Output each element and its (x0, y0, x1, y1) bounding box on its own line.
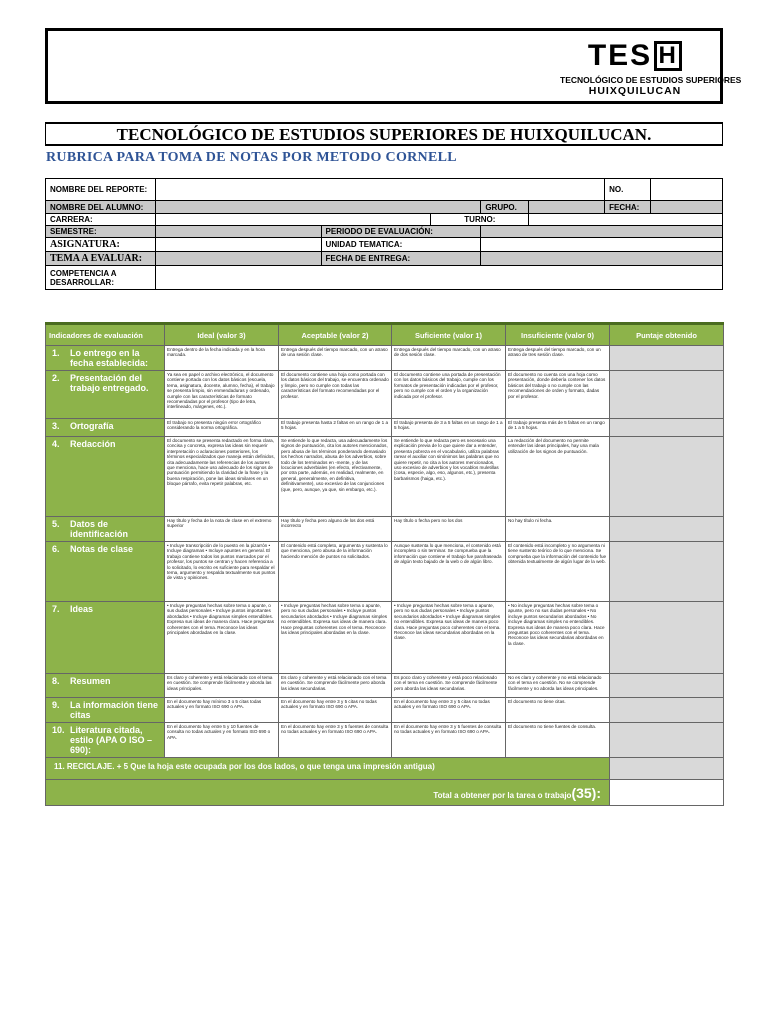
indicator-cell (46, 437, 165, 517)
criterion-cell (392, 419, 506, 437)
indicator-label: La información tiene citas (70, 700, 159, 720)
criterion-cell (506, 437, 610, 517)
criterion-text: En el documento hay entre 3 y 5 fuentes de consulta no todas actuales y en formato ISO 690 o APA. (281, 724, 389, 735)
criterion-text: El contenido está incompleto y no argumenta ni tiene sustento teórico de lo que menciona. Se comprueba que la información del contenido fue obtenida textualmente de algún lugar de la web. (508, 543, 607, 565)
field-competencia[interactable] (155, 266, 722, 290)
criterion-text: En el documento hay entre 3 y 5 citas no todas actuales y en formato ISO 690 o APA. (394, 699, 490, 710)
criterion-cell (392, 602, 506, 674)
logo-h-box: H (654, 41, 682, 71)
criterion-text: Ya sea en papel o archivo electrónico, el documento contiene portada con los datos básicos (escuela, tema, asignatura, docente, alumno, fecha), el trabajo se presenta limpio, sin enmendaduras y ordenado, cumple con las características de formato recomendadas por el profesor (tipo de letra, interlineado, márgenes, etc.). (167, 372, 275, 410)
info-table (45, 178, 723, 290)
label-fecha: FECHA: (605, 201, 651, 214)
field-turno[interactable] (529, 214, 723, 226)
indicator-number: 4. (52, 439, 60, 449)
criterion-cell (165, 602, 279, 674)
criterion-cell (506, 419, 610, 437)
criterion-cell (506, 674, 610, 698)
rubric-row (46, 517, 724, 542)
rubric-header-5: Puntaje obtenido (610, 324, 724, 346)
criterion-text: Aunque sustenta lo que menciona, el contenido está incompleto o sin terminar. Se comprueba que la información que contiene el trabajo fue parafraseada de algún texto bajado de la web o de algún libro. (394, 543, 502, 565)
criterion-cell (392, 723, 506, 758)
indicator-label: Notas de clase (70, 544, 134, 554)
rubric-header-4: Insuficiente (valor 0) (506, 324, 610, 346)
criterion-cell (506, 602, 610, 674)
total-score[interactable] (610, 780, 724, 806)
criterion-cell (506, 698, 610, 723)
field-entrega[interactable] (481, 252, 723, 266)
criterion-cell (279, 674, 392, 698)
criterion-text: Entrega dentro de la fecha indicada y en la hora marcada. (167, 347, 265, 358)
indicator-label: Ideas (70, 604, 94, 614)
total-value: (35): (571, 784, 601, 801)
rubric-header-0: Indicadores de evaluación (46, 324, 165, 346)
criterion-cell (279, 542, 392, 602)
criterion-text: Es claro y coherente y está relacionado con el tema en cuestión. Se comprende fácilmente y aborda las ideas principales. (167, 675, 273, 691)
indicator-label: Literatura citada, estilo (APA O ISO – 690): (70, 725, 153, 755)
indicator-number: 3. (52, 421, 60, 431)
label-periodo: PERIODO DE EVALUACIÓN: (321, 226, 481, 238)
indicator-cell (46, 371, 165, 419)
field-carrera[interactable] (155, 214, 430, 226)
criterion-cell (392, 346, 506, 371)
indicator-number: 7. (52, 604, 60, 614)
field-semestre[interactable] (155, 226, 321, 238)
field-unidad[interactable] (481, 238, 723, 252)
page-title: TECNOLÓGICO DE ESTUDIOS SUPERIORES DE HUIXQUILUCAN. (45, 122, 723, 146)
criterion-cell (506, 346, 610, 371)
label-reporte: NOMBRE DEL REPORTE: (46, 179, 156, 201)
score-cell[interactable] (610, 346, 724, 371)
field-reporte[interactable] (155, 179, 604, 201)
criterion-text: El documento se presenta redactado en forma clara, concisa y concreta, expresa las ideas sin requerir interpretación o aclaraciones posteriores, los términos especializados que maneja están definidos, cita adecuadamente las referencias de los autores que menciona, hace uso adecuado de los signos de puntuación permitiendo la claridad de la frase y la buena respiración, pone las ideas similares en un bloque párrafo, evita repetir palabras, etc. (167, 438, 275, 487)
criterion-cell (392, 698, 506, 723)
criterion-text: Se entiende lo que redacta, usa adecuadamente los signos de puntuación, cita los autores mencionados, pero abusa de los términos ponderando demasiado los hechos narrados, abusa de los adverbios, sobre todo de los terminados en -mente, y de las locuciones adverbiales (en efecto, efectivamente, por otra parte, además, en realidad, realmente, en general, generalmente, en definitiva, definitivamente), uso excesivo de las conjunciones (que, pero, aunque, ya que, sin embargo, etc.). (281, 438, 388, 492)
criterion-cell (165, 517, 279, 542)
criterion-text: En el documento hay entre 3 y 5 citas no todas actuales y en formato ISO 690 o APA. (281, 699, 377, 710)
criterion-cell (506, 371, 610, 419)
score-cell[interactable] (610, 517, 724, 542)
indicator-cell (46, 602, 165, 674)
indicator-cell (46, 419, 165, 437)
reciclaje-score[interactable] (610, 758, 724, 780)
rubric-row (46, 674, 724, 698)
indicator-cell (46, 723, 165, 758)
criterion-text: El trabajo no presenta ningún error ortográfico considerando la norma ortográfica. (167, 420, 261, 431)
criterion-text: • No incluye preguntas hechas sobre tema o apunte, pero no sus dudas personales • No incluye puntos secundarios abordados • No incluye diagramas simples no entendibles. Expresa sus ideas de manera poco clara. Hace preguntas poco coherentes con el tema. Reconoce las ideas secundarias abordadas en la clase. (508, 603, 605, 646)
criterion-text: En el documento hay entre 3 y 5 fuentes de consulta no todas actuales y en formato ISO 690 o APA. (394, 724, 502, 735)
indicator-number: 10. (52, 725, 65, 735)
criterion-text: El documento contiene una portada de presentación con los datos básicos del trabajo, cumple con los formatos de presentación indicadas por el profesor, pero no cumple con el orden y la organización indicada por el profesor. (394, 372, 501, 399)
criterion-cell (279, 346, 392, 371)
rubric-row (46, 698, 724, 723)
indicator-label: Redacción (70, 439, 116, 449)
score-cell[interactable] (610, 674, 724, 698)
indicator-number: 1. (52, 348, 60, 358)
criterion-text: Hay título y fecha pero alguno de los dos está incorrecto (281, 518, 375, 529)
rubric-table (45, 322, 724, 806)
indicator-label: Lo entrego en la fecha establecida: (70, 348, 149, 368)
criterion-text: No hay título ni fecha. (508, 518, 553, 523)
reciclaje-row: 11. RECICLAJE. + 5 Que la hoja este ocupada por los dos lados, o que tenga una impresión antigua) (46, 758, 610, 780)
total-label: Total a obtener por la tarea o trabajo (433, 790, 572, 800)
criterion-cell (279, 723, 392, 758)
indicator-number: 8. (52, 676, 60, 686)
label-no: NO. (605, 179, 651, 201)
page-subtitle: RUBRICA PARA TOMA DE NOTAS POR METODO CORNELL (46, 150, 457, 165)
indicator-label: Ortografía (70, 421, 114, 431)
indicator-label: Presentación del trabajo entregado. (70, 373, 149, 393)
criterion-cell (392, 371, 506, 419)
indicator-cell (46, 542, 165, 602)
criterion-cell (279, 517, 392, 542)
criterion-text: El documento no tiene fuentes de consulta. (508, 724, 597, 729)
criterion-text: Se entiende lo que redacta pero es necesario una explicación previa de lo que quiere dar a entender, presenta pobreza en el vocabulario, utiliza palabras rarear el auxiliar con sinónimos las palabras que no quiere repetir, no cita a los autores mencionados, uso excesivo de adverbios y los vocablos muletillas (cosa, especie, algo, eso, algunos, etc.), presenta barbarismos (haiga, etc.). (394, 438, 499, 481)
criterion-cell (279, 602, 392, 674)
score-cell[interactable] (610, 542, 724, 602)
criterion-cell (165, 698, 279, 723)
criterion-cell (165, 371, 279, 419)
field-asignatura[interactable] (155, 238, 321, 252)
label-entrega: FECHA DE ENTREGA: (321, 252, 481, 266)
rubric-row (46, 723, 724, 758)
indicator-number: 9. (52, 700, 60, 710)
field-periodo[interactable] (481, 226, 723, 238)
label-carrera: CARRERA: (46, 214, 156, 226)
rubric-row (46, 437, 724, 517)
field-fecha[interactable] (651, 201, 723, 214)
criterion-text: El documento contiene una hoja como portada con los datos básicos del trabajo, se encuentra ordenado y limpio, pero no cumple con todas las características del formato recomendadas por el profesor. (281, 372, 389, 399)
criterion-cell (392, 437, 506, 517)
logo-line2: HUIXQUILUCAN (588, 85, 682, 97)
criterion-text: El trabajo presenta hasta 2 faltas en un rango de 1 a 5 hojas. (281, 420, 389, 431)
criterion-text: Hay título y fecha de la nota de clase en el extremo superior (167, 518, 272, 529)
criterion-text: No es claro y coherente y no está relacionado con el tema en cuestión. No se comprende fácilmente y no aborda las ideas principales. (508, 675, 602, 691)
score-cell[interactable] (610, 419, 724, 437)
criterion-cell (165, 419, 279, 437)
score-cell[interactable] (610, 723, 724, 758)
criterion-text: El trabajo presenta más de 5 faltas en un rango de 1 a 5 hojas. (508, 420, 605, 431)
criterion-text: Es claro y coherente y está relacionado con el tema en cuestión. Se comprende fácilmente pero aborda las ideas secundarias. (281, 675, 387, 691)
criterion-text: Entrega después del tiempo marcado, con un atraso de una sesión clase. (281, 347, 388, 358)
indicator-label: Resumen (70, 676, 111, 686)
criterion-cell (506, 723, 610, 758)
criterion-cell (165, 437, 279, 517)
rubric-row (46, 371, 724, 419)
indicator-number: 2. (52, 373, 60, 383)
total-row (46, 780, 610, 806)
indicator-cell (46, 517, 165, 542)
logo-line1: TECNOLÓGICO DE ESTUDIOS SUPERIORES (560, 75, 742, 85)
score-cell[interactable] (610, 698, 724, 723)
criterion-cell (392, 542, 506, 602)
criterion-text: El contenido está completo, argumenta y sustenta lo que menciona, pero abusa de la información haciendo mención de puntos no solicitados. (281, 543, 388, 559)
tesh-logo (560, 39, 742, 101)
rubric-row (46, 419, 724, 437)
field-tema[interactable] (155, 252, 321, 266)
criterion-text: En el documento hay entre 5 y 10 fuentes de consulta no todas actuales y en formato ISO 690 o APA. (167, 724, 271, 740)
criterion-cell (392, 517, 506, 542)
criterion-text: Entrega después del tiempo marcado, con un atraso de tres sesión clase. (508, 347, 601, 358)
criterion-text: El trabajo presenta de 3 a 5 faltas en un rango de 1 a 5 hojas. (394, 420, 503, 431)
indicator-cell (46, 346, 165, 371)
rubric-row (46, 346, 724, 371)
indicator-cell (46, 674, 165, 698)
label-asignatura: ASIGNATURA: (46, 238, 156, 252)
rubric-header-2: Aceptable (valor 2) (279, 324, 392, 346)
label-competencia: COMPETENCIA A DESARROLLAR: (46, 266, 156, 290)
label-turno: TURNO: (431, 214, 529, 226)
criterion-text: Hay título o fecha pero no los dos (394, 518, 463, 523)
criterion-text: En el documento hay mínimo 3 o 5 citas todas actuales y en formato ISO 690 o APA. (167, 699, 262, 710)
criterion-text: El documento no cuenta con una hoja como presentación, donde debería contener los datos básicos del trabajo o no cumple con las recomendaciones de orden y formato, dadas por el profesor. (508, 372, 606, 399)
rubric-row (46, 602, 724, 674)
criterion-cell (279, 419, 392, 437)
indicator-label: Datos de identificación (70, 519, 129, 539)
logo-brand: TES (587, 39, 653, 72)
criterion-cell (506, 517, 610, 542)
label-grupo: GRUPO. (481, 201, 529, 214)
criterion-text: El documento no tiene citas. (508, 699, 566, 704)
field-grupo[interactable] (529, 201, 605, 214)
label-tema: TEMA A EVALUAR: (46, 252, 156, 266)
criterion-cell (165, 346, 279, 371)
criterion-text: Es poco claro y coherente y está poco relacionado con el tema en cuestión. Se comprende fácilmente pero aborda las ideas secundarias. (394, 675, 498, 691)
criterion-text: • Incluye preguntas hechas sobre tema o apunte, pero no sus dudas personales • Incluye puntos secundarios abordados • Incluye diagramas simples no entendibles. Expresa sus ideas de manera poco clara. Hace preguntas poco coherentes con el tema. Reconoce las ideas secundarias abordadas en la clase. (394, 603, 501, 641)
rubric-row (46, 542, 724, 602)
indicator-cell (46, 698, 165, 723)
criterion-cell (279, 437, 392, 517)
criterion-cell (392, 674, 506, 698)
criterion-cell (506, 542, 610, 602)
rubric-header-1: Ideal (valor 3) (165, 324, 279, 346)
score-cell[interactable] (610, 371, 724, 419)
rubric-header-3: Suficiente (valor 1) (392, 324, 506, 346)
criterion-cell (279, 371, 392, 419)
criterion-text: • Incluye preguntas hechas sobre tema o apunte, o sus dudas personales • Incluye puntos importantes abordados • Incluye diagramas simples entendibles. Expresa sus ideas de manera clara. Hace preguntas coherentes con el tema. Reconoce las ideas principales abordadas en la clase. (167, 603, 274, 636)
criterion-cell (165, 723, 279, 758)
criterion-cell (279, 698, 392, 723)
field-no[interactable] (651, 179, 723, 201)
criterion-cell (165, 542, 279, 602)
indicator-number: 6. (52, 544, 60, 554)
header-frame (45, 28, 742, 104)
criterion-text: Entrega después del tiempo marcado, con un atraso de dos sesión clase. (394, 347, 501, 358)
indicator-number: 5. (52, 519, 60, 529)
field-alumno[interactable] (155, 201, 480, 214)
criterion-text: La redacción del documento no permite entender las ideas principales, hay una mala utilización de los signos de puntuación. (508, 438, 599, 454)
criterion-cell (165, 674, 279, 698)
score-cell[interactable] (610, 602, 724, 674)
label-semestre: SEMESTRE: (46, 226, 156, 238)
criterion-text: • Incluye preguntas hechas sobre tema o apunte, pero no sus dudas personales • Incluye puntos secundarios abordados • Incluye diagramas simples no entendibles. Expresa sus ideas de manera clara. Hace preguntas coherentes con el tema. Reconoce las ideas principales abordadas en la clase. (281, 603, 388, 636)
criterion-text: • Incluye transcripción de lo puesto en la pizarrón • Incluye diagramas • Incluye apuntes en general. El trabajo contiene todos los puntos marcados por el profesor, los puntos se centran y hacen referencia a lo solicitado, lo escrito es suficiente para respaldar el tema, argumento y respalda textualmente sus puntos de vista y opiniones. (167, 543, 276, 581)
label-unidad: UNIDAD TEMATICA: (321, 238, 481, 252)
score-cell[interactable] (610, 437, 724, 517)
label-alumno: NOMBRE DEL ALUMNO: (46, 201, 156, 214)
